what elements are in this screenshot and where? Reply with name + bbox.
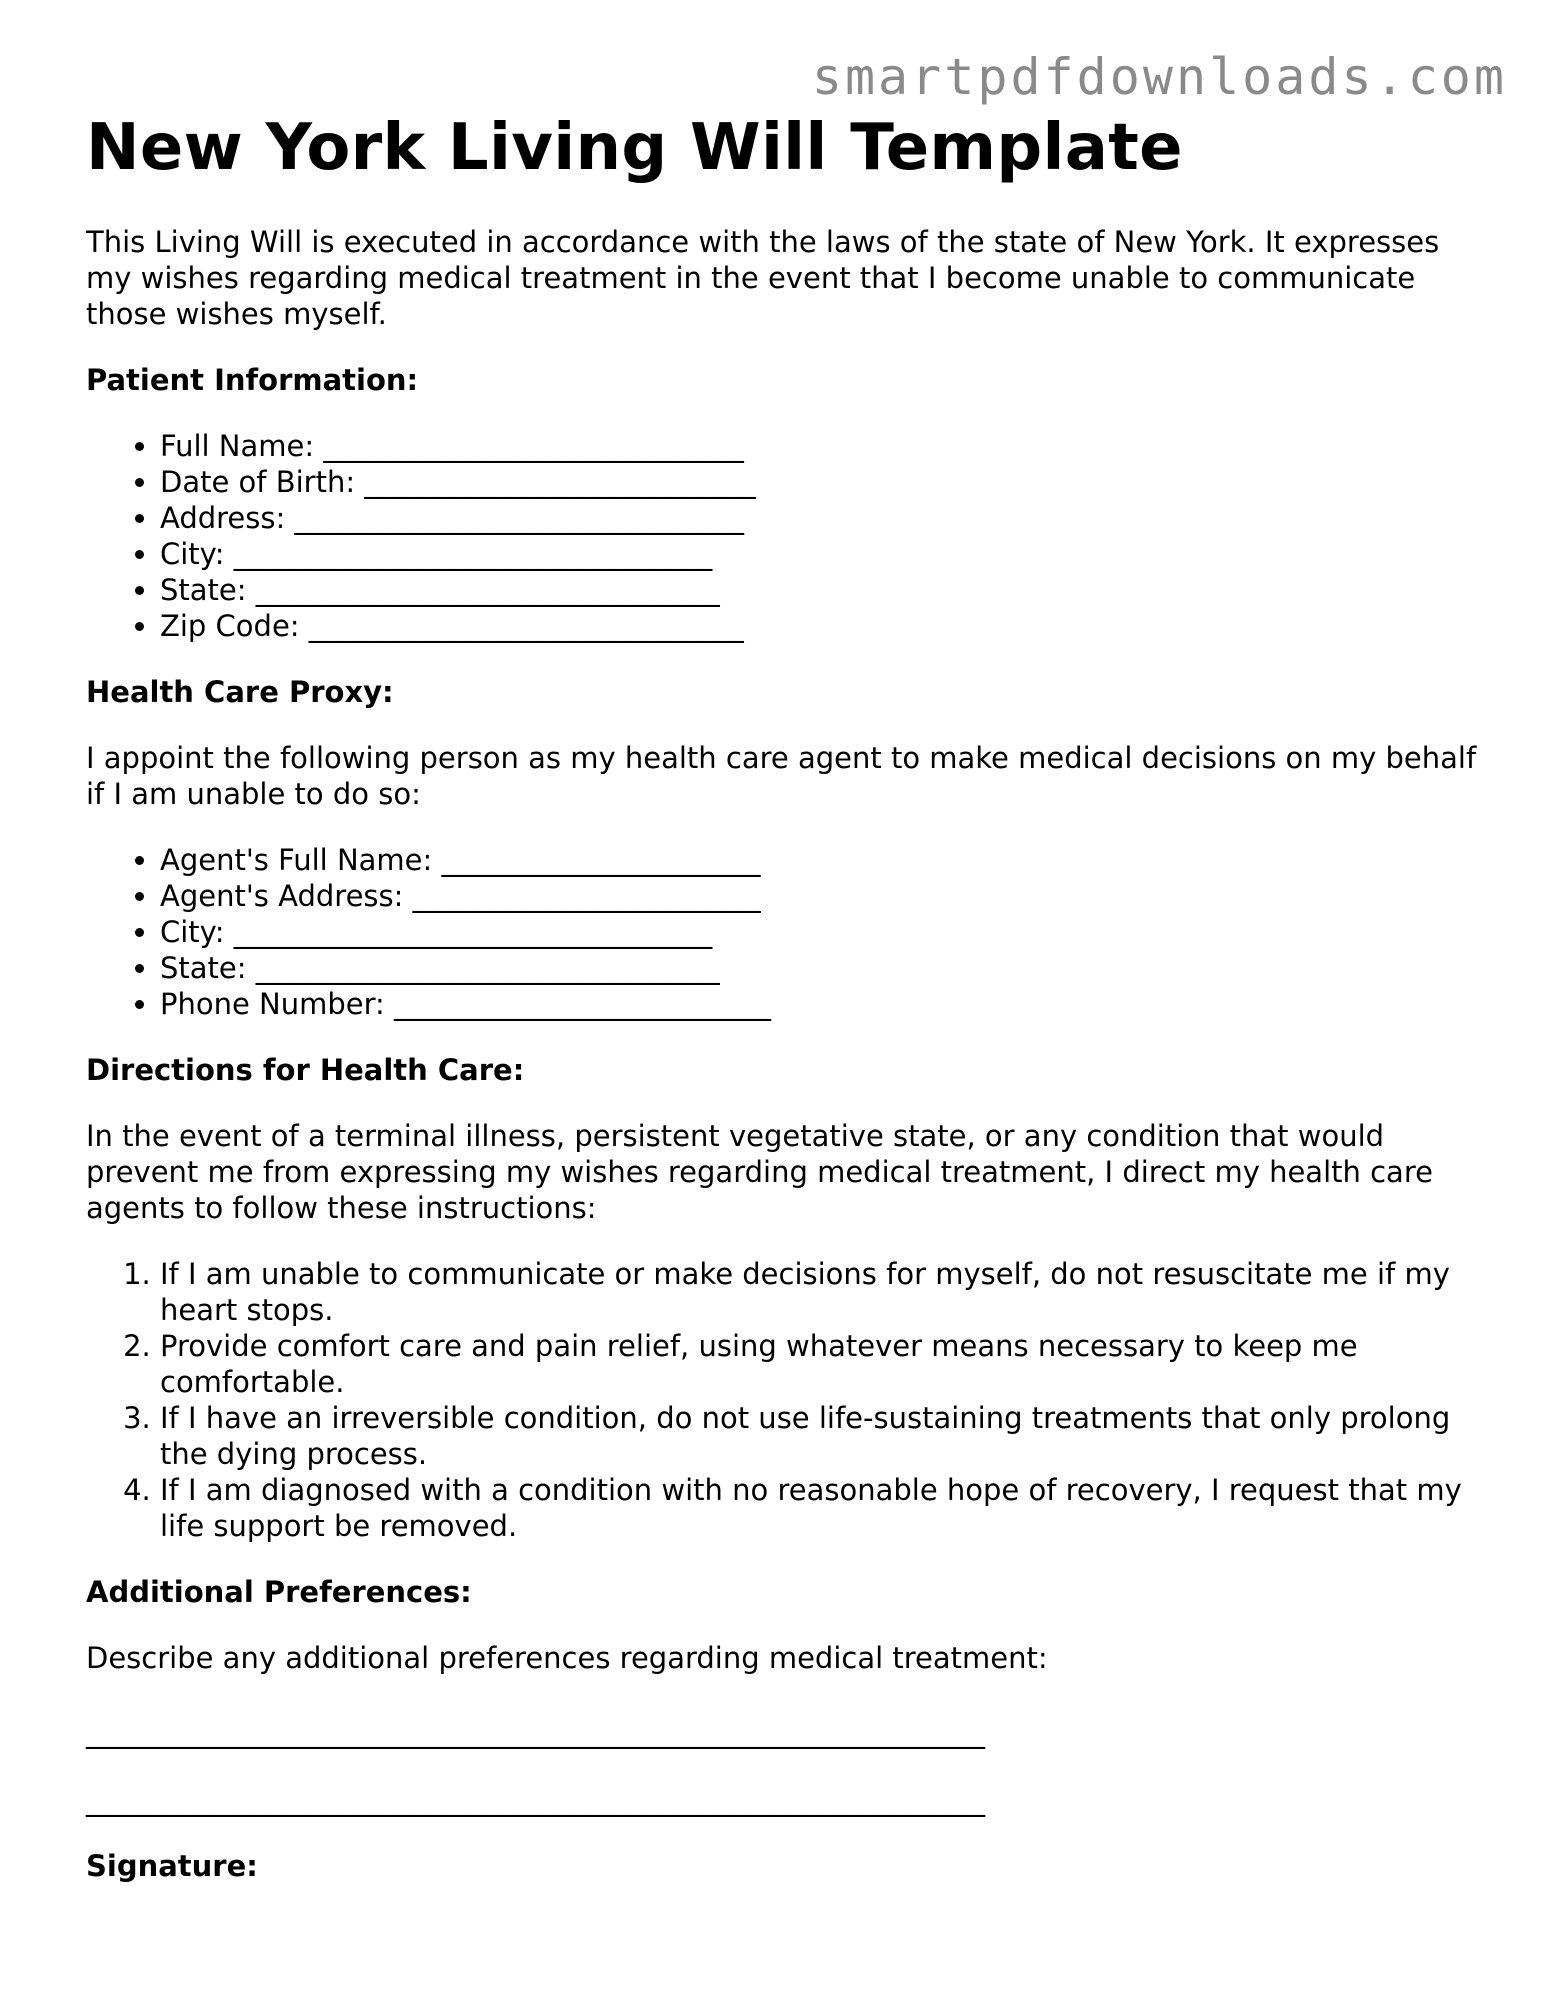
- agent-field-full-name[interactable]: • Agent's Full Name: ______________________: [160, 842, 1486, 878]
- patient-info-list: [86, 428, 1486, 644]
- agent-field-city[interactable]: • City: _________________________________: [160, 914, 1486, 950]
- agent-field-address[interactable]: • Agent's Address: ________________________: [160, 878, 1486, 914]
- agent-field-phone-number[interactable]: • Phone Number: __________________________: [160, 986, 1486, 1022]
- watermark: smartpdfdownloads.com: [811, 48, 1507, 106]
- additional-preferences-line-2[interactable]: ______________________________________________________________: [86, 1783, 985, 1817]
- direction-item: 4. If I am diagnosed with a condition with no reasonable hope of recovery, I request that my life support be removed.: [160, 1472, 1486, 1544]
- additional-preferences-text: Describe any additional preferences regarding medical treatment:: [86, 1641, 1048, 1675]
- directions-text: In the event of a terminal illness, persistent vegetative state, or any condition that would prevent me from expressing my wishes regarding medical treatment, I direct my health care agents to follow these instructions:: [86, 1119, 1433, 1225]
- direction-item: 3. If I have an irreversible condition, do not use life-sustaining treatments that only prolong the dying process.: [160, 1400, 1486, 1472]
- page-title: New York Living Will Template: [86, 111, 1183, 185]
- document-page: [86, 108, 1486, 1884]
- patient-info-heading: Patient Information:: [86, 363, 419, 397]
- additional-preferences-heading: Additional Preferences:: [86, 1575, 472, 1609]
- signature-heading: Signature:: [86, 1849, 258, 1883]
- health-care-proxy-heading: Health Care Proxy:: [86, 675, 394, 709]
- directions-list: [86, 1256, 1486, 1544]
- health-care-proxy-text: I appoint the following person as my health care agent to make medical decisions on my behalf if I am unable to do so:: [86, 741, 1477, 811]
- direction-item: 1. If I am unable to communicate or make decisions for myself, do not resuscitate me if my heart stops.: [160, 1256, 1486, 1328]
- agent-field-state[interactable]: • State: ________________________________: [160, 950, 1486, 986]
- agent-info-list: [86, 842, 1486, 1022]
- patient-field-full-name[interactable]: • Full Name: _____________________________: [160, 428, 1486, 464]
- patient-field-city[interactable]: • City: _________________________________: [160, 536, 1486, 572]
- additional-preferences-line-1[interactable]: ______________________________________________________________: [86, 1715, 985, 1749]
- patient-field-address[interactable]: • Address: _______________________________: [160, 500, 1486, 536]
- patient-field-state[interactable]: • State: ________________________________: [160, 572, 1486, 608]
- direction-item: 2. Provide comfort care and pain relief, using whatever means necessary to keep me comfortable.: [160, 1328, 1486, 1400]
- patient-field-zip-code[interactable]: • Zip Code: ______________________________: [160, 608, 1486, 644]
- patient-field-date-of-birth[interactable]: • Date of Birth: ___________________________: [160, 464, 1486, 500]
- directions-heading: Directions for Health Care:: [86, 1053, 525, 1087]
- intro-paragraph: This Living Will is executed in accordance with the laws of the state of New York. It expresses my wishes regarding medical treatment in the event that I become unable to communicate those wishes myself.: [86, 225, 1440, 331]
